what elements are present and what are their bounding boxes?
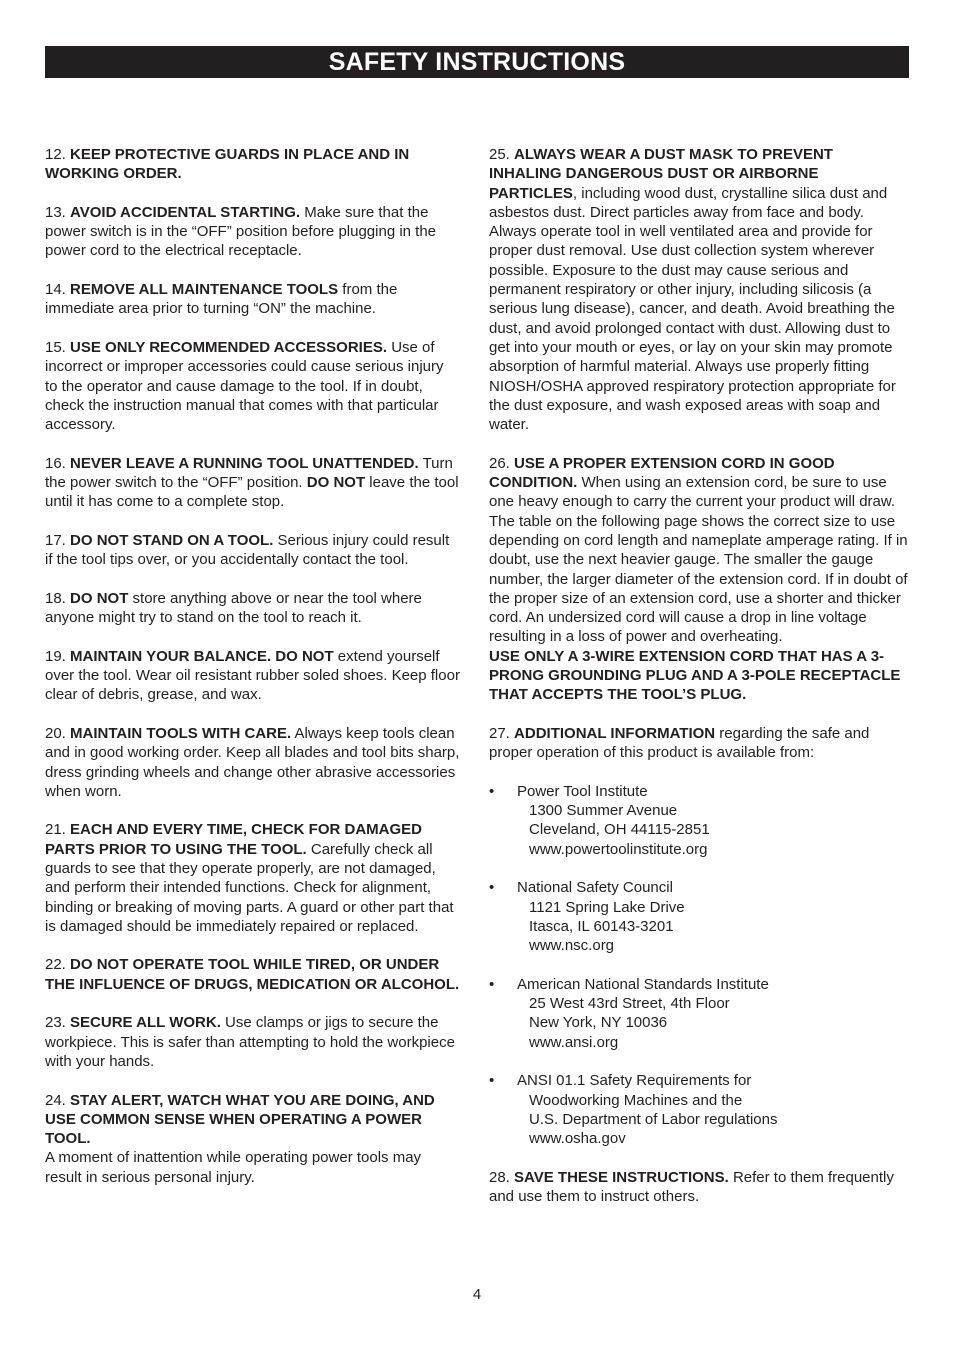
item-text: When using an extension cord, be sure to use one heavy enough to carry the current your product will draw. The table on the following page shows the correct size to use depending on cord length and nameplate amperage rating. If in doubt, use the next heavier gauge. The smaller the gauge number, the larger diameter of the extension cord. If in doubt of the proper size of an extension cord, use a shorter and thicker cord. An undersized cord will cause a drop in line voltage resulting in a loss of power and overheating.: [489, 474, 908, 646]
item-heading: MAINTAIN TOOLS WITH CARE.: [70, 724, 292, 742]
item-heading: NEVER LEAVE A RUNNING TOOL UNATTENDED.: [70, 454, 419, 472]
item-text: Refer to them frequently and use them to instruct others.: [489, 1168, 894, 1206]
source-city-line: Cleveland, OH 44115-2851: [529, 821, 710, 839]
item-number: 21.: [45, 821, 71, 839]
item-number: 22.: [45, 956, 71, 974]
instruction-28: [489, 1168, 909, 1207]
item-number: 13.: [45, 203, 71, 221]
right-column: [489, 145, 909, 1226]
item-number: 26.: [489, 454, 515, 472]
item-number: 18.: [45, 589, 71, 607]
source-address-line: 1121 Spring Lake Drive: [529, 898, 685, 916]
item-text: Use of incorrect or improper accessories could cause serious injury to the operator and cause damage to the tool. If in doubt, check the instruction manual that comes with that particular accessory.: [45, 338, 444, 434]
item-number: 23.: [45, 1014, 71, 1032]
instruction-17: [45, 531, 460, 570]
item-text: , including wood dust, crystalline silica dust and asbestos dust. Direct particles away from face and body. Always operate tool in well ventilated area and provide for proper dust removal. Use dust collection system wherever possible. Exposure to the dust may cause serious and permanent respiratory or other injury, including silicosis (a serious lung disease), cancer, and death. Avoid breathing the dust, and avoid prolonged contact with dust. Allowing dust to get into your mouth or eyes, or lay on your skin may promote absorption of harmful material. Always use properly fitting NIOSH/OSHA approved respiratory protection appropriate for the dust exposure, and wash exposed areas with soap and water.: [489, 184, 896, 434]
item-text: Always keep tools clean and in good working order. Keep all blades and tool bits sharp, dress grinding wheels and change other abrasive accessories when worn.: [45, 724, 460, 800]
source-ansi-osha: [489, 1071, 909, 1148]
source-website: www.osha.gov: [529, 1130, 626, 1148]
instruction-16: [45, 454, 460, 512]
item-number: 16.: [45, 454, 71, 472]
source-name: ANSI 01.1 Safety Requirements for: [517, 1072, 752, 1090]
item-text: extend yourself over the tool. Wear oil resistant rubber soled shoes. Keep floor clear of debris, grease, and wax.: [45, 647, 460, 704]
item-text: Turn the power switch to the “OFF” position.: [45, 454, 453, 492]
item-heading: DO NOT OPERATE TOOL WHILE TIRED, OR UNDER THE INFLUENCE OF DRUGS, MEDICATION OR ALCOHOL.: [45, 956, 460, 993]
instruction-27: [489, 724, 909, 763]
item-heading: DO NOT: [70, 589, 129, 607]
item-text: store anything above or near the tool where anyone might try to stand on the tool to reach it.: [45, 589, 422, 627]
item-text: Use clamps or jigs to secure the workpiece. This is safer than attempting to hold the workpiece with your hands.: [45, 1014, 455, 1070]
item-heading: SECURE ALL WORK.: [70, 1014, 221, 1032]
bullet-icon: •: [489, 1072, 495, 1090]
instruction-23: [45, 1013, 460, 1071]
item-number: 28.: [489, 1168, 515, 1186]
item-heading: DO NOT STAND ON A TOOL.: [70, 531, 274, 549]
item-emphasis: DO NOT: [306, 474, 366, 492]
source-ansi: [489, 975, 909, 1052]
source-website: www.ansi.org: [529, 1033, 619, 1051]
item-number: 19.: [45, 647, 71, 665]
source-city-line: New York, NY 10036: [529, 1014, 668, 1032]
item-heading: USE A PROPER EXTENSION CORD IN GOOD CONDITION.: [489, 454, 835, 492]
source-detail-line: U.S. Department of Labor regulations: [529, 1110, 778, 1128]
instruction-13: [45, 203, 460, 261]
source-address-line: 1300 Summer Avenue: [529, 802, 678, 820]
item-heading: KEEP PROTECTIVE GUARDS IN PLACE AND IN WORKING ORDER.: [45, 146, 410, 183]
item-heading: AVOID ACCIDENTAL STARTING.: [70, 203, 301, 221]
bullet-icon: •: [489, 782, 495, 800]
source-city-line: Itasca, IL 60143-3201: [529, 917, 674, 935]
item-heading: REMOVE ALL MAINTENANCE TOOLS: [70, 281, 339, 299]
instruction-19: [45, 647, 460, 705]
item-text-continued: leave the tool until it has come to a complete stop.: [45, 474, 459, 511]
source-website: www.powertoolinstitute.org: [529, 840, 708, 858]
item-number: 12.: [45, 146, 71, 163]
item-text: Make sure that the power switch is in the “OFF” position before plugging in the power cord to the electrical receptacle.: [45, 203, 437, 260]
source-national-safety-council: [489, 878, 909, 955]
instruction-18: [45, 589, 460, 628]
item-number: 15.: [45, 338, 71, 356]
instruction-22: [45, 955, 460, 994]
item-number: 25.: [489, 146, 515, 163]
source-address-line: 25 West 43rd Street, 4th Floor: [529, 995, 730, 1013]
instruction-20: [45, 724, 460, 801]
item-number: 24.: [45, 1091, 71, 1109]
instruction-26: [489, 454, 909, 705]
item-heading: MAINTAIN YOUR BALANCE. DO NOT: [70, 647, 334, 665]
source-power-tool-institute: [489, 782, 909, 859]
item-number: 27.: [489, 724, 515, 742]
page-title: SAFETY INSTRUCTIONS: [328, 48, 626, 76]
instruction-15: [45, 338, 460, 434]
page-number: 4: [472, 1286, 482, 1303]
item-heading: USE ONLY RECOMMENDED ACCESSORIES.: [70, 338, 388, 356]
item-heading: SAVE THESE INSTRUCTIONS.: [514, 1168, 729, 1186]
instruction-24: [45, 1091, 460, 1187]
extension-cord-warning: USE ONLY A 3-WIRE EXTENSION CORD THAT HAS A 3-PRONG GROUNDING PLUG AND A 3-POLE RECEPTACLE THAT ACCEPTS THE TOOL’S PLUG.: [489, 647, 901, 704]
instruction-14: [45, 280, 460, 319]
item-heading: ADDITIONAL INFORMATION: [514, 724, 716, 742]
item-number: 14.: [45, 281, 71, 299]
item-text: Carefully check all guards to see that they operate properly, are not damaged, and perform their intended functions. Check for alignment, binding or breaking of moving parts. A guard or other part that is damaged should be immediately repaired or replaced.: [45, 840, 454, 935]
item-text: Serious injury could result if the tool tips over, or you accidentally contact the tool.: [45, 531, 450, 569]
item-text: from the immediate area prior to turning “ON” the machine.: [45, 281, 398, 318]
source-name: American National Standards Institute: [517, 975, 769, 993]
source-website: www.nsc.org: [529, 937, 615, 955]
item-heading: STAY ALERT, WATCH WHAT YOU ARE DOING, AND USE COMMON SENSE WHEN OPERATING A POWER TOOL.: [45, 1091, 435, 1148]
bullet-icon: •: [489, 879, 495, 897]
item-text: regarding the safe and proper operation of this product is available from:: [489, 724, 870, 762]
source-detail-line: Woodworking Machines and the: [529, 1091, 743, 1109]
item-heading: EACH AND EVERY TIME, CHECK FOR DAMAGED PARTS PRIOR TO USING THE TOOL.: [45, 821, 422, 858]
source-name: National Safety Council: [517, 879, 673, 897]
bullet-icon: •: [489, 975, 495, 993]
item-number: 20.: [45, 724, 71, 742]
instruction-21: [45, 820, 460, 936]
instruction-25: [489, 145, 909, 434]
item-heading: ALWAYS WEAR A DUST MASK TO PREVENT INHALING DANGEROUS DUST OR AIRBORNE PARTICLES: [489, 146, 833, 202]
source-name: Power Tool Institute: [517, 782, 648, 800]
instruction-12: [45, 145, 460, 184]
item-number: 17.: [45, 531, 71, 549]
left-column: [45, 145, 460, 1206]
item-text: A moment of inattention while operating power tools may result in serious personal injury.: [45, 1149, 422, 1186]
section-title-banner: [45, 46, 909, 78]
